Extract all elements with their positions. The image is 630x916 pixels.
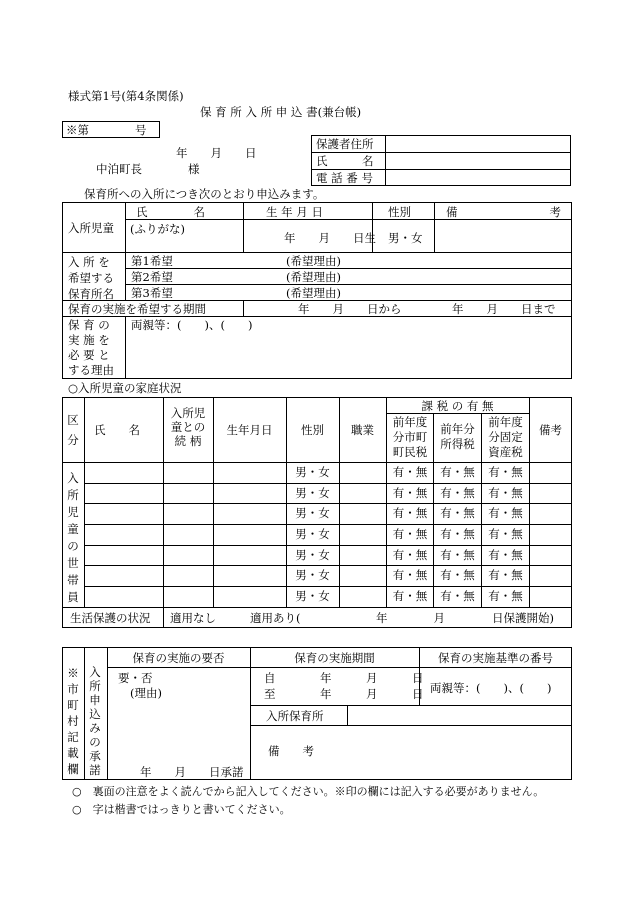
need-header: 保育の実施の要否: [132, 651, 225, 665]
period-to-date[interactable]: 年 月 日: [320, 687, 424, 701]
approval-side-label: 入所申込みの承諾: [89, 665, 101, 777]
tax-cell[interactable]: 有・無: [440, 568, 475, 582]
guardian-phone-field[interactable]: [387, 170, 569, 185]
row1-gender[interactable]: 男・女: [295, 465, 330, 479]
row5-gender[interactable]: 男・女: [295, 548, 330, 562]
tax-cell[interactable]: 有・無: [392, 589, 428, 603]
period-from-label: 自: [264, 671, 276, 685]
need-reason-label: 保 育 の 実 施 を 必 要 と する理由: [68, 318, 114, 377]
tax-cell[interactable]: 有・無: [488, 465, 523, 479]
wish-first[interactable]: 第1希望: [131, 254, 173, 268]
tax-cell[interactable]: 有・無: [440, 465, 475, 479]
need-value[interactable]: 要・否: [118, 671, 153, 685]
welfare-start: 日保護開始): [492, 611, 554, 625]
family-remarks-header: 備考: [539, 423, 562, 437]
tax-cell[interactable]: 有・無: [488, 527, 523, 541]
form-title: 保 育 所 入 所 申 込 書(兼台帳): [200, 105, 362, 119]
row3-gender[interactable]: 男・女: [295, 506, 330, 520]
tax-cell[interactable]: 有・無: [488, 548, 523, 562]
tax-cell[interactable]: 有・無: [440, 506, 475, 520]
family-heading: ○入所児童の家庭状況: [68, 381, 182, 395]
family-tax-municipal-header: 前年度 分市町 町民税: [392, 415, 428, 459]
note-2: ○ 字は楷書ではっきりと書いてください。: [72, 803, 291, 816]
welfare-yes[interactable]: 適用あり(: [250, 611, 301, 625]
nursery-label: 入所保育所: [266, 709, 324, 723]
tax-cell[interactable]: 有・無: [440, 548, 475, 562]
standard-header: 保育の実施基準の番号: [438, 651, 553, 665]
child-gender-header: 性別: [388, 205, 411, 219]
wish-third[interactable]: 第3希望: [131, 286, 173, 300]
row2-gender[interactable]: 男・女: [295, 486, 330, 500]
approval-date[interactable]: 年 月 日承諾: [140, 765, 244, 779]
guardian-address-field[interactable]: [387, 136, 569, 151]
wish-reason-1: (希望理由): [286, 254, 341, 268]
period-to-label: 至: [264, 687, 276, 701]
row6-gender[interactable]: 男・女: [295, 568, 330, 582]
row7-gender[interactable]: 男・女: [295, 589, 330, 603]
child-remarks-header: 備 考: [446, 205, 561, 219]
child-name-header: 氏 名: [136, 205, 205, 219]
tax-cell[interactable]: 有・無: [392, 506, 428, 520]
tax-cell[interactable]: 有・無: [440, 589, 475, 603]
guardian-name-field[interactable]: [387, 153, 569, 168]
guardian-address-label: 保護者住所: [316, 137, 374, 151]
office-remarks-label: 備 考: [268, 744, 314, 758]
period-from[interactable]: 年 月 日から: [298, 302, 402, 316]
period-from-date[interactable]: 年 月 日: [320, 671, 424, 685]
child-birth-value: 年 月 日生: [284, 231, 376, 245]
family-side-label: 入所児童の世帯員: [67, 471, 79, 604]
period-label: 保育の実施を希望する期間: [68, 302, 206, 316]
tax-cell[interactable]: 有・無: [392, 465, 428, 479]
addressee: 中泊町長 様: [96, 162, 200, 176]
period-header: 保育の実施期間: [294, 651, 375, 665]
family-name-header: 氏 名: [94, 423, 140, 437]
tax-cell[interactable]: 有・無: [392, 527, 428, 541]
guardian-name-label: 氏 名: [316, 154, 374, 168]
welfare-label: 生活保護の状況: [70, 611, 151, 625]
family-relation-header: 入所児 童との 続 柄: [170, 406, 206, 448]
office-side-label: ※市町村記載欄: [67, 666, 79, 776]
row4-gender[interactable]: 男・女: [295, 527, 330, 541]
family-gender-header: 性別: [301, 423, 324, 437]
tax-cell[interactable]: 有・無: [488, 568, 523, 582]
family-tax-income-header: 前年分 所得税: [440, 422, 475, 451]
family-tax-property-header: 前年度 分固定 資産税: [488, 415, 523, 459]
tax-cell[interactable]: 有・無: [488, 486, 523, 500]
reception-number-label: ※第 号: [66, 123, 147, 137]
standard-parents[interactable]: 両親等：( )、( ): [430, 681, 552, 695]
tax-cell[interactable]: 有・無: [488, 589, 523, 603]
family-division-header: 区 分: [67, 413, 79, 447]
family-tax-header: 課 税 の 有 無: [421, 399, 494, 413]
note-1: ○ 裏面の注意をよく読んでから記入してください。※印の欄には記入する必要がありません。: [72, 785, 545, 798]
child-gender-value[interactable]: 男・女: [388, 231, 423, 245]
welfare-year-month: 年 月: [376, 611, 445, 625]
tax-cell[interactable]: 有・無: [440, 527, 475, 541]
child-furigana-label: (ふりがな): [130, 222, 185, 236]
wish-label: 入 所 を 希望する 保育所名: [68, 255, 114, 301]
form-number-label: 様式第1号(第4条関係): [68, 89, 184, 103]
family-job-header: 職業: [351, 423, 374, 437]
tax-cell[interactable]: 有・無: [392, 568, 428, 582]
tax-cell[interactable]: 有・無: [392, 486, 428, 500]
wish-reason-3: (希望理由): [286, 286, 341, 300]
period-to[interactable]: 年 月 日まで: [452, 302, 556, 316]
tax-cell[interactable]: 有・無: [440, 486, 475, 500]
child-label: 入所児童: [68, 221, 114, 235]
need-reason: (理由): [130, 686, 162, 700]
wish-second[interactable]: 第2希望: [131, 270, 173, 284]
intro-text: 保育所への入所につき次のとおり申込みます。: [84, 187, 325, 201]
wish-reason-2: (希望理由): [286, 270, 341, 284]
child-birth-header: 生 年 月 日: [266, 205, 323, 219]
need-parents[interactable]: 両親等：( )、( ): [131, 318, 253, 332]
guardian-phone-label: 電 話 番 号: [316, 171, 373, 185]
family-birth-header: 生年月日: [226, 423, 273, 437]
tax-cell[interactable]: 有・無: [392, 548, 428, 562]
welfare-none[interactable]: 適用なし: [170, 611, 216, 625]
application-date: 年 月 日: [176, 146, 257, 160]
tax-cell[interactable]: 有・無: [488, 506, 523, 520]
